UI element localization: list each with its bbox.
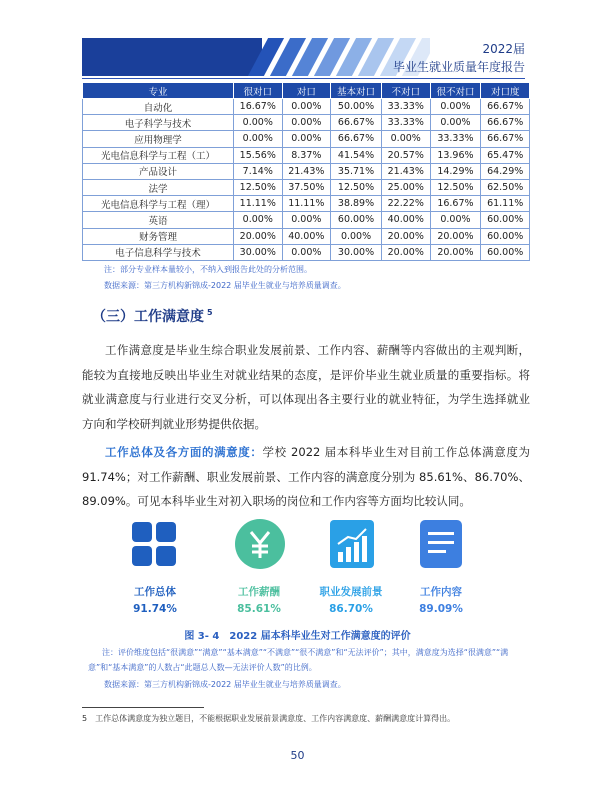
grid-icon [132,522,178,568]
major-match-table [82,82,530,261]
table-cell-value: 66.67% [331,131,382,147]
table-cell-value: 60.00% [331,212,382,228]
figure-label-overall: 工作总体 [134,586,176,598]
growth-chart-icon [330,520,374,568]
table-cell-value: 12.50% [234,179,283,195]
table-cell-value: 40.00% [282,228,331,244]
table-cell-major: 财务管理 [83,228,234,244]
col-header-basic-match: 基本对口 [331,83,382,99]
table-cell-value: 33.33% [381,115,430,131]
table-cell-value: 64.29% [481,163,530,179]
figure-note: 注：评价维度包括“很满意”“满意”“基本满意”“不满意”“很不满意”和“无法评价”；其中，满意度为选择“很满意”“满意”和“基本满意”的人数占“此题总人数—无法评价人数”的比例。 [88,648,509,672]
satisfaction-paragraph: 工作总体及各方面的满意度：学校 2022 届本科毕业生对目前工作总体满意度为 91.74%；对工作薪酬、职业发展前景、工作内容的满意度分别为 85.61%、86.70%、89.09%。可见本科毕业生对初入职场的岗位和工作内容等方面均比较认同。 [82,445,530,508]
table-cell-value: 65.47% [481,147,530,163]
table-cell-major: 光电信息科学与工程（理） [83,196,234,212]
table-cell-major: 英语 [83,212,234,228]
table-cell-value: 41.54% [331,147,382,163]
table-cell-value: 20.57% [381,147,430,163]
figure-value-salary: 85.61% [237,603,281,615]
figure-label-salary: 工作薪酬 [238,586,280,598]
table-cell-value: 60.00% [481,212,530,228]
table-note: 注：部分专业样本量较小，不纳入到报告此处的分析范围。 [104,265,312,274]
table-cell-value: 0.00% [282,115,331,131]
intro-paragraph: 工作满意度是毕业生综合职业发展前景、工作内容、薪酬等内容做出的主观判断，能较为直接地反映出毕业生对就业结果的态度，是评价毕业生就业质量的重要指标。将就业满意度与行业进行交叉分析，可以体现出各主要行业的就业特征，为学生选择就业方向和学校研判就业形势提供依据。 [82,343,530,431]
table-cell-value: 0.00% [430,212,481,228]
table-cell-value: 21.43% [381,163,430,179]
table-cell-value: 66.67% [331,115,382,131]
table-cell-major: 应用物理学 [83,131,234,147]
table-cell-value: 0.00% [430,115,481,131]
figure-source: 数据来源：第三方机构新锦成-2022 届毕业生就业与培养质量调查。 [104,680,346,689]
table-row [83,115,530,131]
table-cell-value: 0.00% [234,131,283,147]
table-cell-value: 0.00% [430,99,481,115]
table-source: 数据来源：第三方机构新锦成-2022 届毕业生就业与培养质量调查。 [104,281,346,290]
table-cell-value: 20.00% [430,228,481,244]
table-cell-value: 20.00% [430,244,481,260]
table-cell-value: 38.89% [331,196,382,212]
table-cell-value: 0.00% [234,212,283,228]
footnote-divider [82,707,204,708]
table-cell-major: 电子科学与技术 [83,115,234,131]
table-row [83,212,530,228]
table-cell-value: 12.50% [430,179,481,195]
figure-label-career: 职业发展前景 [319,586,383,598]
col-header-match: 对口 [282,83,331,99]
paragraph-lead: 工作总体及各方面的满意度： [105,445,263,459]
table-row [83,244,530,260]
table-cell-value: 66.67% [481,131,530,147]
table-cell-value: 0.00% [234,115,283,131]
table-cell-major: 自动化 [83,99,234,115]
col-header-not-match: 不对口 [381,83,430,99]
table-cell-value: 30.00% [234,244,283,260]
col-header-very-match: 很对口 [234,83,283,99]
figure-value-content: 89.09% [419,603,463,615]
page-number: 50 [290,749,305,762]
figure-label-content: 工作内容 [420,586,462,598]
table-cell-value: 33.33% [381,99,430,115]
header-divider [82,78,525,79]
table-cell-value: 13.96% [430,147,481,163]
col-header-major: 专业 [83,83,234,99]
section-title: （三）工作满意度 $^5$ [92,308,213,325]
figure-value-career: 86.70% [329,603,373,615]
footnote-ref: 5 [207,308,213,318]
table-cell-value: 66.67% [481,115,530,131]
table-cell-value: 8.37% [282,147,331,163]
header-year: 2022届 [482,42,525,56]
table-cell-value: 22.22% [381,196,430,212]
table-row [83,196,530,212]
table-header-row [83,83,530,99]
table-cell-value: 0.00% [282,212,331,228]
table-row [83,163,530,179]
table-cell-value: 7.14% [234,163,283,179]
table-cell-value: 25.00% [381,179,430,195]
figure-value-overall: 91.74% [133,603,177,615]
table-row [83,131,530,147]
table-cell-value: 0.00% [282,131,331,147]
table-cell-value: 50.00% [331,99,382,115]
table-cell-value: 20.00% [234,228,283,244]
table-cell-value: 16.67% [430,196,481,212]
table-cell-value: 15.56% [234,147,283,163]
table-cell-value: 40.00% [381,212,430,228]
table-cell-value: 60.00% [481,244,530,260]
table-cell-major: 法学 [83,179,234,195]
table-cell-value: 0.00% [331,228,382,244]
table-cell-value: 35.71% [331,163,382,179]
table-cell-value: 0.00% [282,244,331,260]
table-cell-value: 66.67% [481,99,530,115]
table-row [83,228,530,244]
figure-caption: 图 3- 4 2022 届本科毕业生对工作满意度的评价 [184,631,411,642]
table-cell-value: 0.00% [282,99,331,115]
table-cell-value: 33.33% [430,131,481,147]
col-header-very-not-match: 很不对口 [430,83,481,99]
table-cell-value: 11.11% [282,196,331,212]
document-icon [420,520,462,568]
table-cell-value: 62.50% [481,179,530,195]
table-cell-value: 0.00% [381,131,430,147]
table-cell-major: 光电信息科学与工程（工） [83,147,234,163]
table-row [83,179,530,195]
table-cell-value: 21.43% [282,163,331,179]
table-cell-value: 61.11% [481,196,530,212]
table-cell-value: 11.11% [234,196,283,212]
footnote: 5 工作总体满意度为独立题目，不能根据职业发展前景满意度、工作内容满意度、薪酬满意度计算得出。 [82,714,456,723]
table-cell-value: 20.00% [381,228,430,244]
table-cell-value: 16.67% [234,99,283,115]
table-row [83,99,530,115]
table-cell-major: 电子信息科学与技术 [83,244,234,260]
table-cell-major: 产品设计 [83,163,234,179]
header-title: 毕业生就业质量年度报告 [392,60,525,74]
table-row [83,147,530,163]
table-cell-value: 60.00% [481,228,530,244]
header-banner [82,38,430,76]
table-cell-value: 37.50% [282,179,331,195]
table-cell-value: 14.29% [430,163,481,179]
table-cell-value: 30.00% [331,244,382,260]
table-cell-value: 12.50% [331,179,382,195]
yen-coin-icon [234,518,286,570]
col-header-match-rate: 对口度 [481,83,530,99]
table-cell-value: 20.00% [381,244,430,260]
